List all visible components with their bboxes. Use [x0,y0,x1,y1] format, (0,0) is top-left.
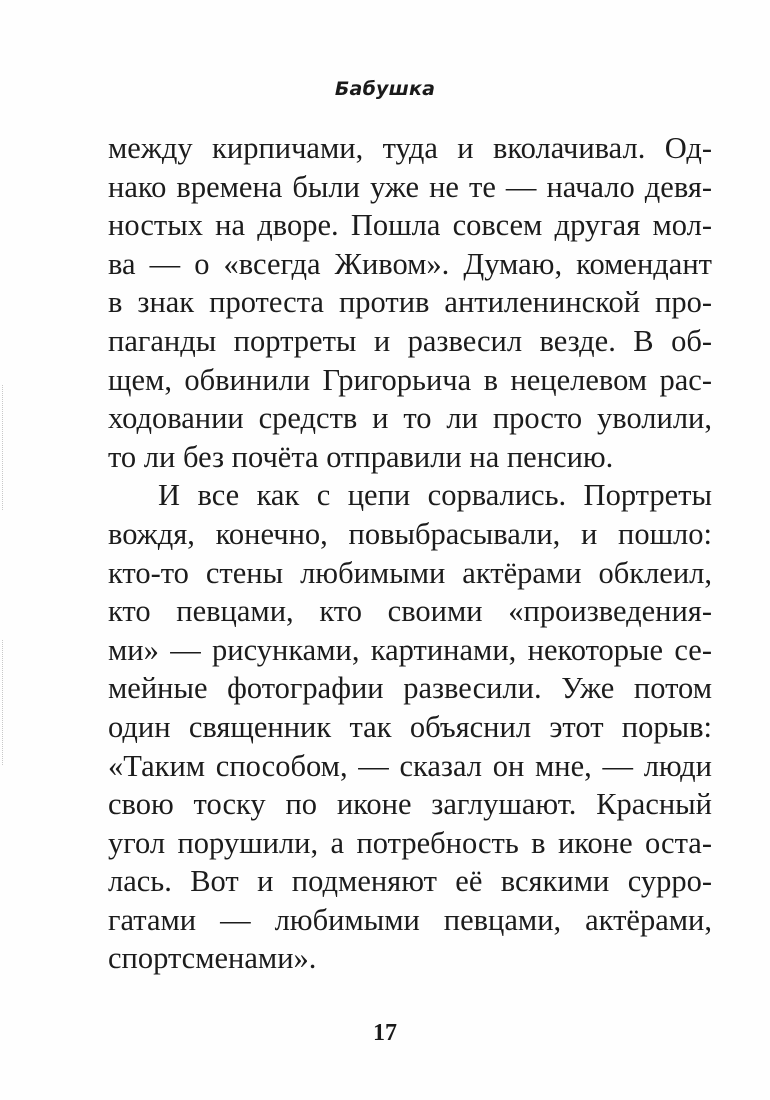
text-line: ностых на дворе. Пошла совсем другая мол- [108,208,712,243]
text-line: кто-то стены любимыми актёрами обклеил, [108,555,712,590]
text-line: ва — о «всегда Живом». Думаю, комендант [108,246,712,281]
text-line: ми» — рисунками, картинами, некоторые се- [108,632,712,667]
text-line: в знак протеста против антиленинской про- [108,285,712,320]
body-text [108,129,712,978]
scan-edge-artifact [2,385,5,510]
text-line: один священник так объяснил этот порыв: [108,709,712,744]
text-line: паганды портреты и развесил везде. В об- [108,323,712,358]
page-number: 17 [373,1020,397,1046]
text-line: «Таким способом, — сказал он мне, — люди [108,748,712,783]
text-line: кто певцами, кто своими «произведения- [108,594,712,629]
scan-edge-artifact [2,640,5,765]
text-line: ходовании средств и то ли просто уволили, [108,401,712,436]
text-line: нако времена были уже не те — начало девя- [108,169,712,204]
running-head: Бабушка [334,78,436,100]
text-line-first: И все как с цепи сорвались. Портреты [158,478,712,513]
text-line: вождя, конечно, повыбрасывали, и пошло: [108,516,712,551]
text-line: между кирпичами, туда и вколачивал. Од- [108,131,712,165]
text-line: гатами — любимыми певцами, актёрами, [108,902,712,937]
text-line: угол порушили, а потребность в иконе оста- [108,825,712,860]
text-line: спортсменами». [108,941,317,976]
text-line: мейные фотографии развесили. Уже потом [108,671,712,706]
text-line: лась. Вот и подменяют её всякими сурро- [108,864,712,899]
text-line: свою тоску по иконе заглушают. Красный [108,787,712,822]
text-line: щем, обвинили Григорьича в нецелевом рас- [108,362,712,397]
text-line: то ли без почёта отправили на пенсию. [108,439,614,474]
